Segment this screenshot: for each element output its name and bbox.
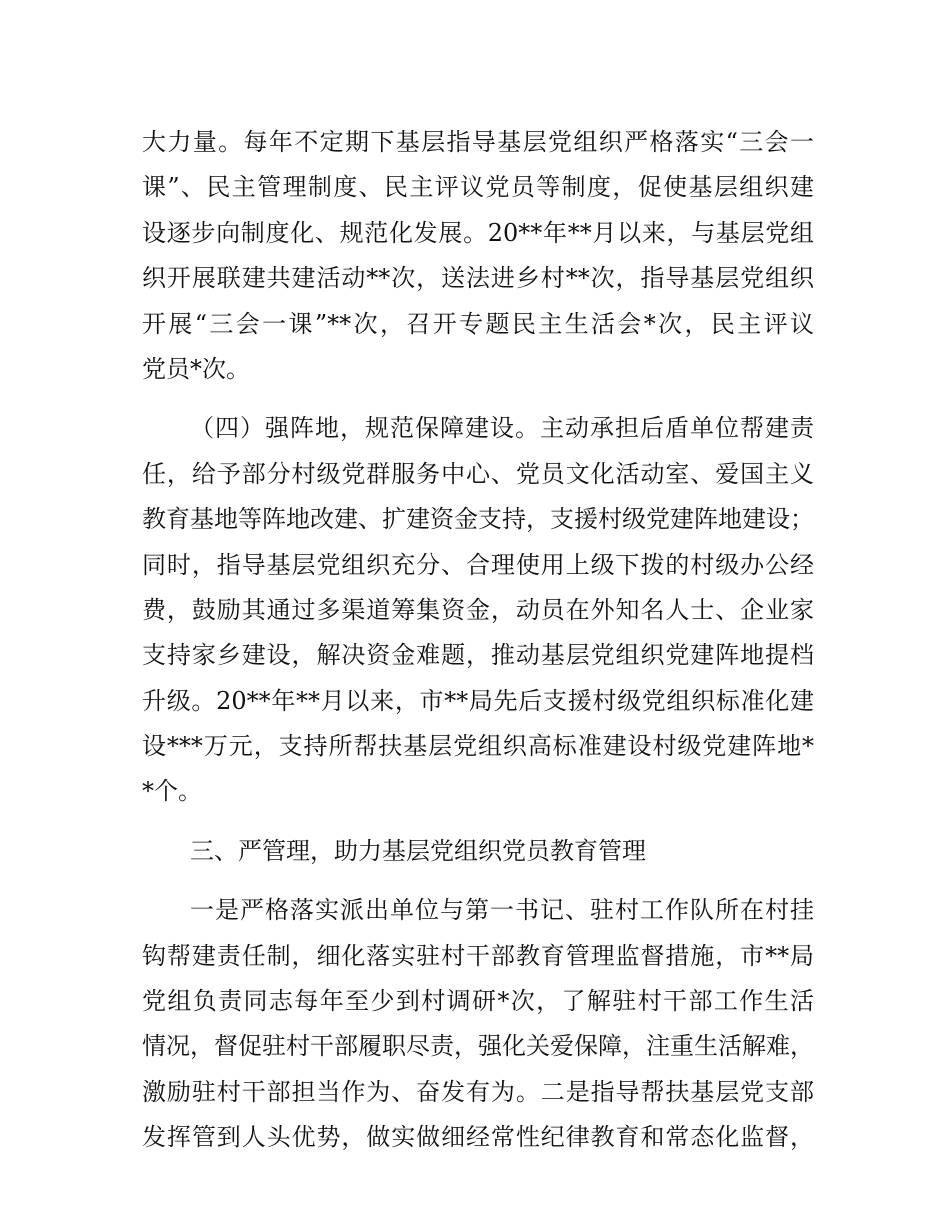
- text-line: 设逐步向制度化、规范化发展。20**年**月以来，与基层党组: [142, 218, 814, 247]
- text-line: 费，鼓励其通过多渠道筹集资金，动员在外知名人士、企业家: [142, 595, 814, 624]
- text-line: 党员*次。: [142, 354, 250, 383]
- paragraph-organization-system: [142, 120, 814, 392]
- text-line: 教育基地等阵地改建、扩建资金支持，支援村级党建阵地建设；: [142, 505, 814, 534]
- text-line: 课”、民主管理制度、民主评议党员等制度，促使基层组织建: [142, 173, 814, 202]
- text-line: 大力量。每年不定期下基层指导基层党组织严格落实“三会一: [142, 128, 814, 156]
- paragraph-member-management: [142, 888, 814, 1160]
- text-line: *个。: [142, 777, 202, 806]
- text-line: 党组负责同志每年至少到村调研*次，了解驻村干部工作生活: [142, 987, 814, 1016]
- text-line: 钩帮建责任制，细化落实驻村干部教育管理监督措施，市**局: [142, 941, 814, 970]
- text-line: （四）强阵地，规范保障建设。主动承担后盾单位帮建责: [190, 414, 814, 443]
- document-body: [142, 120, 814, 1161]
- text-line: 发挥管到人头优势，做实做细经常性纪律教育和常态化监督，: [142, 1123, 814, 1152]
- text-line: 情况，督促驻村干部履职尽责，强化关爱保障，注重生活解难，: [142, 1032, 814, 1061]
- text-line: 同时，指导基层党组织充分、合理使用上级下拨的村级办公经: [142, 550, 814, 579]
- text-line: 设***万元，支持所帮扶基层党组织高标准建设村级党建阵地*: [142, 732, 814, 761]
- text-line: 激励驻村干部担当作为、奋发有为。二是指导帮扶基层党支部: [142, 1077, 814, 1106]
- text-line: 织开展联建共建活动**次，送法进乡村**次，指导基层党组织: [142, 264, 814, 293]
- heading-line: 三、严管理，助力基层党组织党员教育管理: [190, 836, 646, 865]
- text-line: 任，给予部分村级党群服务中心、党员文化活动室、爱国主义: [142, 459, 814, 488]
- text-line: 升级。20**年**月以来，市**局先后支援村级党组织标准化建: [142, 686, 814, 715]
- text-line: 开展“三会一课”**次，召开专题民主生活会*次，民主评议: [142, 309, 814, 338]
- paragraph-strengthen-position: [142, 406, 814, 815]
- text-line: 支持家乡建设，解决资金难题，推动基层党组织党建阵地提档: [142, 641, 814, 670]
- section-heading-3: [142, 829, 814, 874]
- text-line: 一是严格落实派出单位与第一书记、驻村工作队所在村挂: [190, 896, 814, 925]
